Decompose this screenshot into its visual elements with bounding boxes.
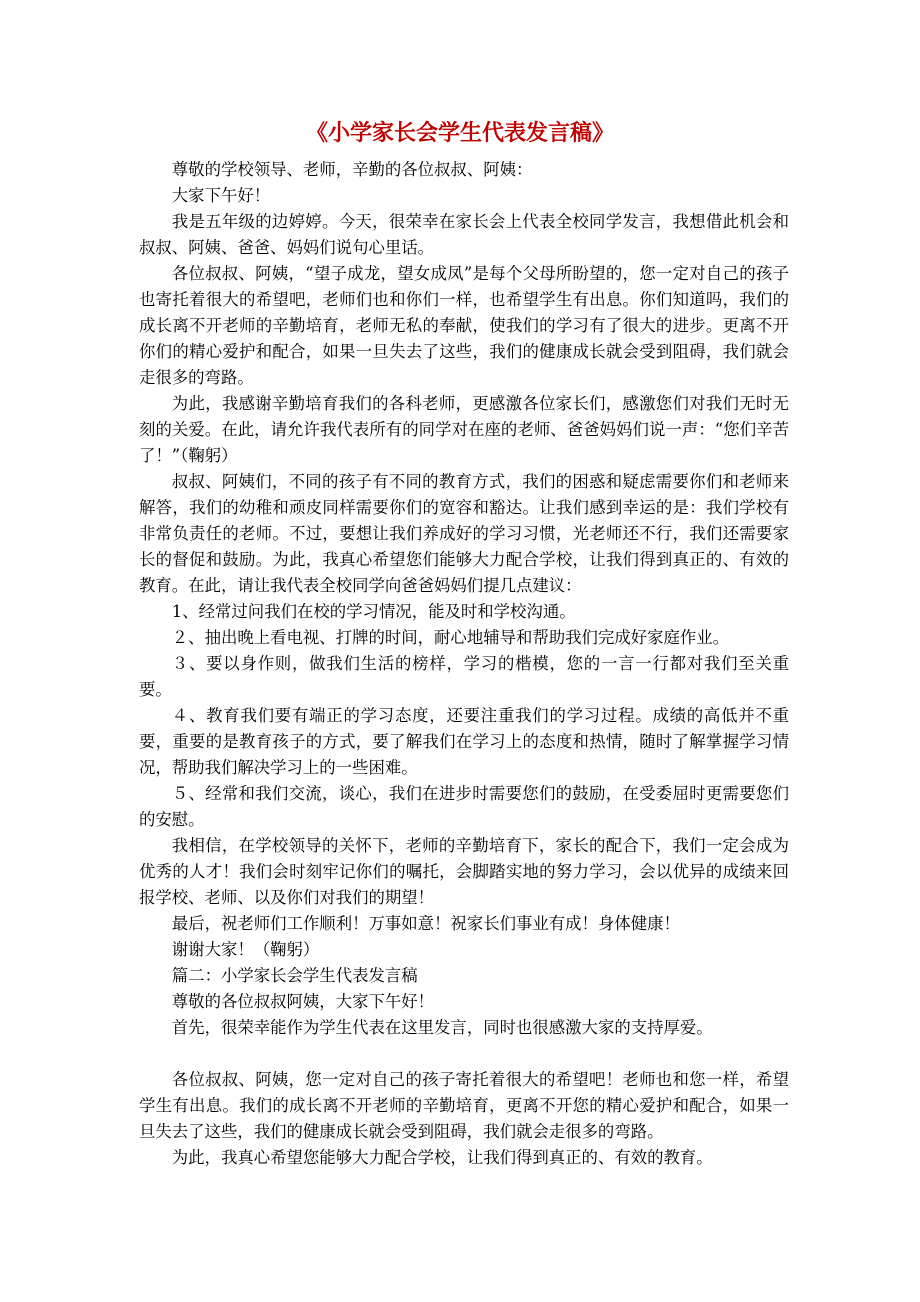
paragraph-part-two-opening: 首先，很荣幸能作为学生代表在这里发言，同时也很感激大家的支持厚爱。 bbox=[171, 1018, 713, 1037]
suggestion-item-1: 1、经常过问我们在校的学习情况，能及时和学校沟通。 bbox=[171, 602, 576, 621]
paragraph-thanks: 谢谢大家！（鞠躬） bbox=[171, 940, 320, 959]
paragraph-greeting: 尊敬的学校领导、老师，辛勤的各位叔叔、阿姨： bbox=[171, 160, 533, 179]
document-body bbox=[139, 157, 789, 1171]
suggestion-item-5: ５、经常和我们交流，谈心，我们在进步时需要您们的鼓励，在受委屈时更需要您们的安慰。 bbox=[139, 784, 789, 829]
section-heading-part-two: 篇二：小学家长会学生代表发言稿 bbox=[171, 966, 418, 985]
paragraph-gratitude: 为此，我感谢辛勤培育我们的各科老师，更感激各位家长们，感激您们对我们无时无刻的关爱。在此，请允许我代表所有的同学对在座的老师、爸爸妈妈们说一声：“您们辛苦了！”（鞠躬） bbox=[139, 394, 789, 465]
paragraph-introduction: 我是五年级的边婷婷。今天，很荣幸在家长会上代表全校同学发言，我想借此机会和叔叔、阿姨、爸爸、妈妈们说句心里话。 bbox=[139, 212, 789, 257]
paragraph-part-two-hope: 各位叔叔、阿姨，您一定对自己的孩子寄托着很大的希望吧！老师也和您一样，希望学生有出息。我们的成长离不开老师的辛勤培育，更离不开您的精心爱护和配合，如果一旦失去了这些，我们的健康成长就会受到阻碍，我们就会走很多的弯路。 bbox=[139, 1070, 789, 1141]
paragraph-part-two-cooperation: 为此，我真心希望您能够大力配合学校，让我们得到真正的、有效的教育。 bbox=[171, 1148, 713, 1167]
paragraph-part-two-greeting: 尊敬的各位叔叔阿姨，大家下午好！ bbox=[171, 992, 435, 1011]
paragraph-education-methods: 叔叔、阿姨们，不同的孩子有不同的教育方式，我们的困惑和疑虑需要你们和老师来解答，我们的幼稚和顽皮同样需要你们的宽容和豁达。让我们感到幸运的是：我们学校有非常负责任的老师。不过，要想让我们养成好的学习习惯，光老师还不行，我们还需要家长的督促和鼓励。为此，我真心希望您们能够大力配合学校，让我们得到真正的、有效的教育。在此，请让我代表全校同学向爸爸妈妈们提几点建议： bbox=[139, 472, 789, 595]
paragraph-parents-hope: 各位叔叔、阿姨，“望子成龙，望女成凤”是每个父母所盼望的，您一定对自己的孩子也寄托着很大的希望吧，老师们也和你们一样，也希望学生有出息。你们知道吗，我们的成长离不开老师的辛勤培育，老师无私的奉献，使我们的学习有了很大的进步。更离不开你们的精心爱护和配合，如果一旦失去了这些，我们的健康成长就会受到阻碍，我们就会走很多的弯路。 bbox=[139, 264, 789, 387]
suggestion-item-4: ４、教育我们要有端正的学习态度，还要注重我们的学习过程。成绩的高低并不重要，重要的是教育孩子的方式，要了解我们在学习上的态度和热情，随时了解掌握学习情况，帮助我们解决学习上的一些困难。 bbox=[139, 706, 789, 777]
paragraph-wishes: 最后，祝老师们工作顺利！万事如意！祝家长们事业有成！身体健康！ bbox=[171, 914, 680, 933]
paragraph-belief: 我相信，在学校领导的关怀下，老师的辛勤培育下，家长的配合下，我们一定会成为优秀的人才！我们会时刻牢记你们的嘱托，会脚踏实地的努力学习，会以优异的成绩来回报学校、老师、以及你们对我们的期望！ bbox=[139, 836, 789, 907]
document-title: 《小学家长会学生代表发言稿》 bbox=[305, 120, 614, 146]
suggestion-item-2: ２、抽出晚上看电视、打牌的时间，耐心地辅导和帮助我们完成好家庭作业。 bbox=[171, 628, 730, 647]
suggestion-item-3: ３、要以身作则，做我们生活的榜样，学习的楷模，您的一言一行都对我们至关重要。 bbox=[139, 654, 789, 699]
paragraph-good-afternoon: 大家下午好！ bbox=[171, 186, 271, 205]
